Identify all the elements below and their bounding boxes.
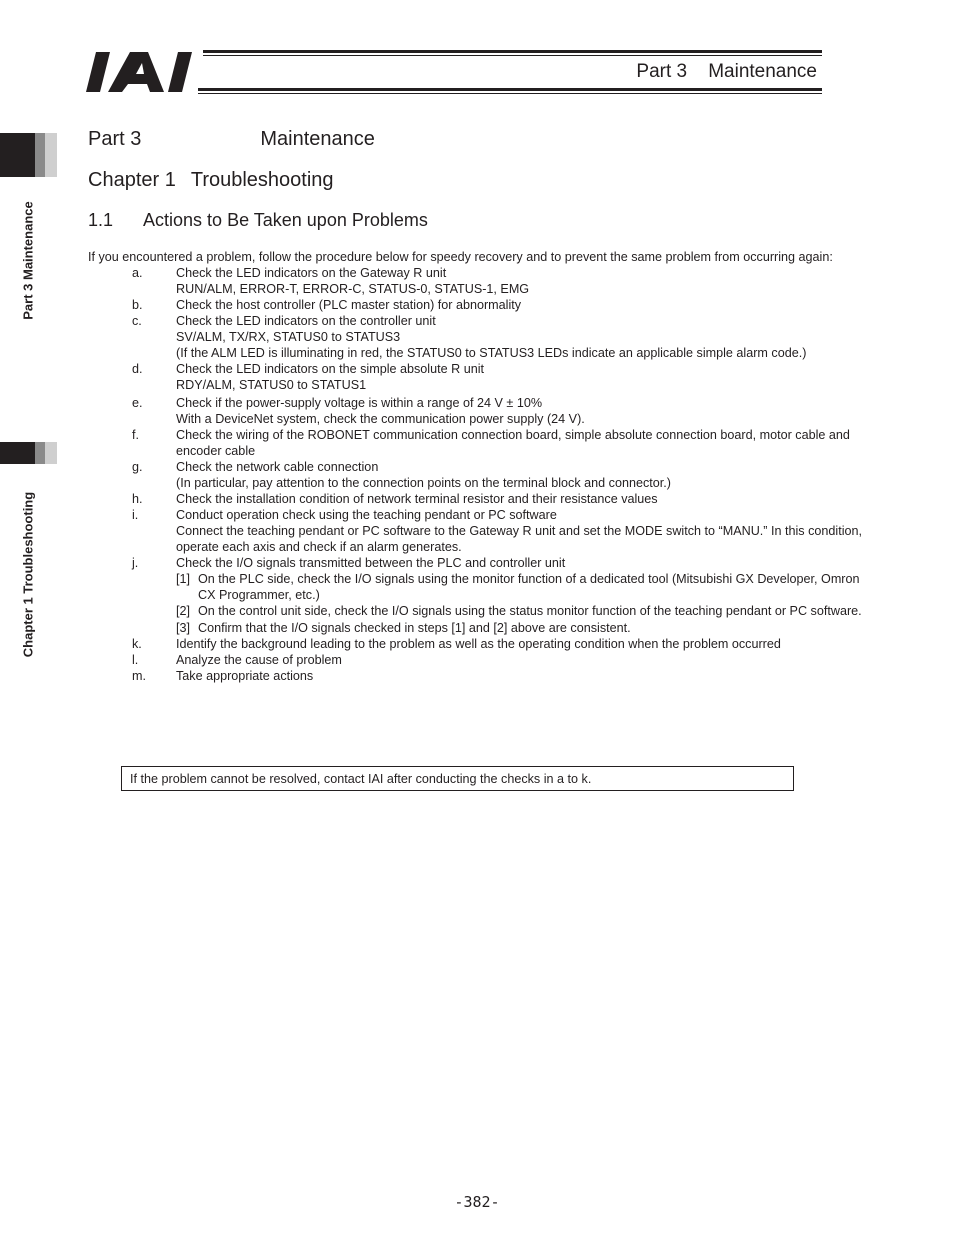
step-b — [88, 297, 868, 313]
step-text: Check the wiring of the ROBONET communication connection board, simple absolute connection board, motor cable and encoder cable — [176, 428, 850, 458]
part-heading — [88, 128, 375, 151]
step-text: (In particular, pay attention to the connection points on the terminal block and connector.) — [176, 476, 671, 490]
step-mark: l. — [132, 653, 139, 667]
step-mark: f. — [132, 428, 139, 442]
step-l — [88, 652, 868, 668]
substep-list — [176, 571, 868, 636]
step-text: SV/ALM, TX/RX, STATUS0 to STATUS3 — [176, 330, 401, 344]
substep-number: [1] — [176, 572, 191, 586]
iai-logo — [86, 50, 196, 94]
substep-3 — [176, 620, 868, 636]
part-number: Part 3 — [88, 128, 142, 150]
substep-text: On the control unit side, check the I/O signals using the status monitor function of the teaching pendant or PC software. — [198, 604, 862, 618]
step-m — [88, 668, 868, 684]
step-text: With a DeviceNet system, check the communication power supply (24 V). — [176, 412, 585, 426]
step-mark: m. — [132, 669, 146, 683]
part-title: Maintenance — [260, 128, 375, 150]
step-j — [88, 555, 868, 636]
page-number: -382- — [454, 1193, 500, 1211]
step-mark: b. — [132, 298, 143, 312]
note-box: If the problem cannot be resolved, contact IAI after conducting the checks in a to k. — [121, 766, 794, 791]
step-text: Connect the teaching pendant or PC software to the Gateway R unit and set the MODE switch to “MANU.” In this condition, operate each axis and check if an alarm generates. — [176, 524, 862, 554]
chapter-heading — [88, 169, 334, 192]
step-text: Check the network cable connection — [176, 460, 379, 474]
substep-number: [2] — [176, 604, 191, 618]
step-mark: a. — [132, 266, 143, 280]
step-text: Take appropriate actions — [176, 669, 314, 683]
procedure-list — [88, 265, 868, 684]
step-mark: h. — [132, 492, 143, 506]
step-mark: g. — [132, 460, 143, 474]
step-text: Check the I/O signals transmitted between the PLC and controller unit — [176, 556, 566, 570]
step-text: Check the LED indicators on the controller unit — [176, 314, 436, 328]
step-e — [88, 395, 868, 427]
side-tab-chapter — [0, 442, 57, 464]
step-g — [88, 459, 868, 491]
step-mark: d. — [132, 362, 143, 376]
step-text: RDY/ALM, STATUS0 to STATUS1 — [176, 378, 367, 392]
step-mark: e. — [132, 396, 143, 410]
step-h — [88, 491, 868, 507]
step-text: Check the host controller (PLC master station) for abnormality — [176, 298, 522, 312]
section-title: Actions to Be Taken upon Problems — [143, 210, 428, 230]
header-rule-top-thin — [203, 55, 822, 56]
step-text: Check the installation condition of network terminal resistor and their resistance values — [176, 492, 658, 506]
header-rule-bottom-thin — [198, 93, 822, 94]
chapter-number: Chapter 1 — [88, 169, 176, 191]
step-i — [88, 507, 868, 555]
step-text: Check if the power-supply voltage is within a range of 24 V ± 10% — [176, 396, 543, 410]
step-mark: j. — [132, 556, 139, 570]
section-number: 1.1 — [88, 210, 114, 230]
step-f — [88, 427, 868, 459]
body-text — [88, 249, 868, 684]
step-text: Check the LED indicators on the simple absolute R unit — [176, 362, 485, 376]
step-d — [88, 361, 868, 393]
section-heading — [88, 210, 428, 231]
substep-2 — [176, 603, 868, 619]
header-title: Part 3 Maintenance — [636, 61, 817, 82]
step-c — [88, 313, 868, 361]
side-label-chapter: Chapter 1 Troubleshooting — [20, 491, 36, 658]
substep-text: Confirm that the I/O signals checked in steps [1] and [2] above are consistent. — [198, 621, 631, 635]
substep-number: [3] — [176, 621, 191, 635]
header-rule-bottom — [198, 88, 822, 91]
intro-paragraph: If you encountered a problem, follow the procedure below for speedy recovery and to prevent the same problem from occurring again: — [88, 250, 833, 264]
step-mark: k. — [132, 637, 142, 651]
side-tab-part — [0, 133, 57, 177]
step-text: Analyze the cause of problem — [176, 653, 342, 667]
substep-1 — [176, 571, 868, 603]
header-rule-top — [203, 50, 822, 53]
step-text: Check the LED indicators on the Gateway R unit — [176, 266, 447, 280]
step-text: (If the ALM LED is illuminating in red, the STATUS0 to STATUS3 LEDs indicate an applicable simple alarm code.) — [176, 346, 807, 360]
step-mark: i. — [132, 508, 139, 522]
step-text: RUN/ALM, ERROR-T, ERROR-C, STATUS-0, STATUS-1, EMG — [176, 282, 530, 296]
step-k — [88, 636, 868, 652]
side-label-part: Part 3 Maintenance — [20, 201, 36, 320]
step-mark: c. — [132, 314, 142, 328]
substep-text: On the PLC side, check the I/O signals using the monitor function of a dedicated tool (Mitsubishi GX Developer, Omron CX Programmer, etc.) — [198, 572, 860, 602]
step-text: Identify the background leading to the problem as well as the operating condition when the problem occurred — [176, 637, 781, 651]
chapter-title: Troubleshooting — [190, 169, 334, 191]
step-a — [88, 265, 868, 297]
step-text: Conduct operation check using the teaching pendant or PC software — [176, 508, 557, 522]
